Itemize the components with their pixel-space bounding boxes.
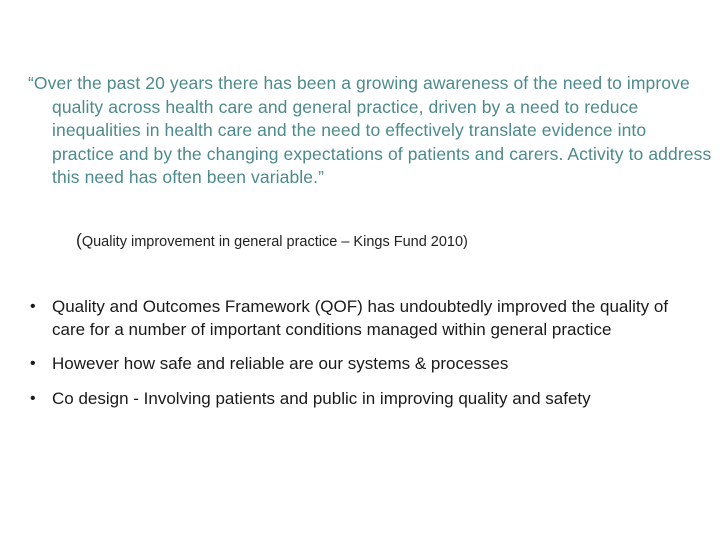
quote-text: “Over the past 20 years there has been a growing awareness of the need to improve quality across health care and general practice, driven by a need to reduce inequalities in health care and the need to effectively translate evidence into practice and by the changing expectations of patients and carers. Activity to address this need has often been variable.”: [28, 73, 712, 187]
bullet-icon: •: [30, 298, 36, 315]
bullet-text: However how safe and reliable are our systems & processes: [52, 354, 509, 373]
bullet-text: Co design - Involving patients and public in improving quality and safety: [52, 388, 591, 408]
bullet-text: Quality and Outcomes Framework (QOF) has undoubtedly improved the quality of care for a number of important conditions managed within general practice: [52, 297, 669, 339]
citation-open-paren: (: [76, 230, 82, 250]
bullet-list: [30, 296, 702, 422]
bullet-icon: •: [30, 389, 36, 407]
bullet-item-co-design: [30, 388, 702, 411]
bullet-icon: •: [30, 355, 36, 372]
bullet-item-qof: [30, 296, 702, 341]
citation-text: Quality improvement in general practice – Kings Fund 2010): [81, 234, 468, 250]
bullet-item-safety-systems: [30, 353, 702, 376]
quote-citation: [76, 229, 696, 253]
